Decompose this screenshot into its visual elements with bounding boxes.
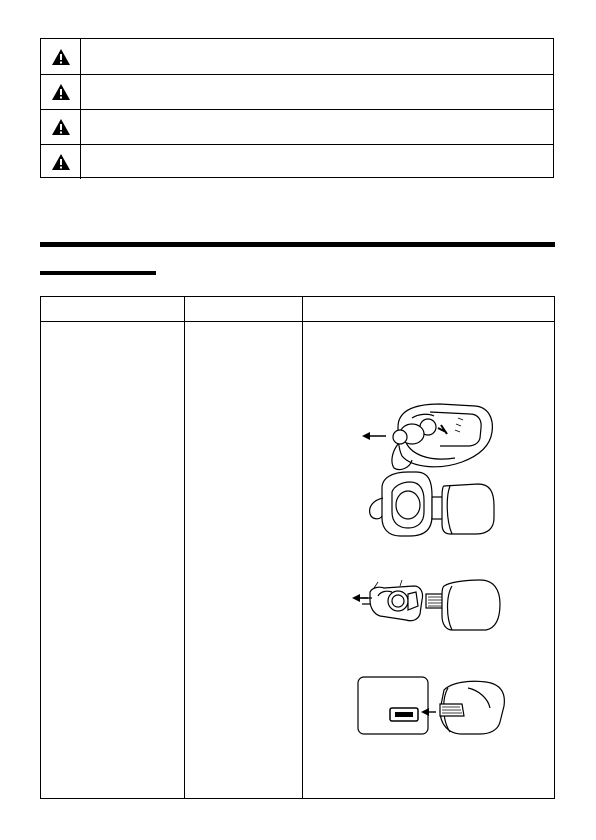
- device-separated-icon: [370, 472, 494, 536]
- device-slide-open-icon: [362, 404, 492, 470]
- battery-holder-removal-icon: [352, 580, 500, 630]
- usb-port-insert-icon: [358, 677, 504, 734]
